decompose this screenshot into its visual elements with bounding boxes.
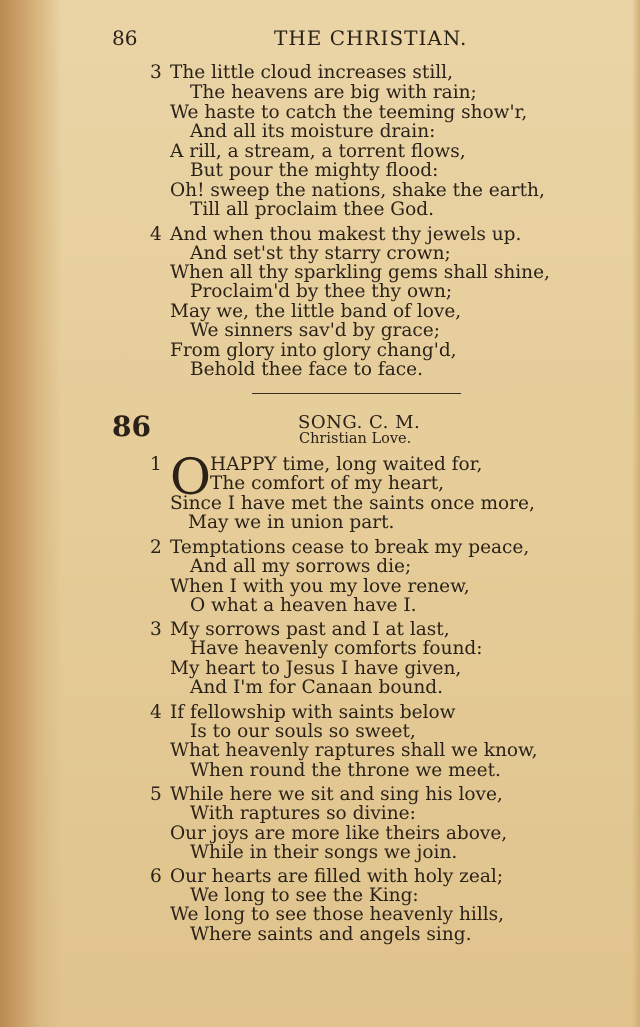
verse-line: Oh! sweep the nations, shake the earth, [170,180,545,201]
verse-line: And I'm for Canaan bound. [190,677,444,698]
verse-line: O what a heaven have I. [190,595,417,616]
verse-line: Have heavenly comforts found: [190,638,483,659]
stanza-number: 4 [150,224,162,245]
verse-line: Proclaim'd by thee thy own; [190,281,453,302]
verse-line: May we in union part. [188,512,395,533]
stanza-number: 3 [150,62,162,83]
stanza-number: 2 [150,537,162,558]
verse-line: Temptations cease to break my peace, [170,537,530,558]
verse-line: If fellowship with saints below [170,702,456,723]
verse-line: HAPPY time, long waited for, [210,454,483,475]
verse-line: Is to our souls so sweet, [190,721,416,742]
verse-line: When all thy sparkling gems shall shine, [170,262,550,283]
verse-line: Our hearts are filled with holy zeal; [170,866,504,887]
hymn-meter: SONG. C. M. [298,412,421,433]
verse-line: My heart to Jesus I have given, [170,658,462,679]
running-title: THE CHRISTIAN. [274,26,468,50]
page-edge [632,0,640,1027]
verse-line: We long to see the King: [190,885,419,906]
verse-line: A rill, a stream, a torrent flows, [170,141,466,162]
verse-line: May we, the little band of love, [170,301,462,322]
verse-line: We long to see those heavenly hills, [170,904,505,925]
verse-line: What heavenly raptures shall we know, [170,740,538,761]
verse-line: We sinners sav'd by grace; [190,320,440,341]
verse-line: When round the throne we meet. [190,760,501,781]
verse-line: But pour the mighty flood: [190,160,439,181]
verse-line: When I with you my love renew, [170,576,470,597]
verse-line: And set'st thy starry crown; [190,243,451,264]
verse-line: And all my sorrows die; [190,556,412,577]
stanza-number: 6 [150,866,162,887]
verse-line: With raptures so divine: [190,803,416,824]
verse-line: While in their songs we join. [190,842,458,863]
stanza-number: 1 [150,454,162,475]
page-header [0,24,640,52]
hymn-number: 86 [112,410,151,443]
verse-line: The little cloud increases still, [170,62,453,83]
page-number: 86 [112,26,138,50]
verse-line: The comfort of my heart, [210,473,445,494]
verse-line: While here we sit and sing his love, [170,784,503,805]
verse-line: Since I have met the saints once more, [170,493,535,514]
verse-line: My sorrows past and I at last, [170,619,450,640]
verse-line: And all its moisture drain: [190,121,436,142]
stanza-number: 3 [150,619,162,640]
verse-line: And when thou makest thy jewels up. [170,224,522,245]
verse-line: The heavens are big with rain; [190,82,477,103]
section-divider [252,393,461,394]
drop-cap: O [170,448,211,506]
verse-line: Where saints and angels sing. [190,924,472,945]
verse-line: Till all proclaim thee God. [190,199,434,220]
hymn-subtitle: Christian Love. [299,431,412,447]
verse-line: We haste to catch the teeming show'r, [170,102,528,123]
stanza-number: 4 [150,702,162,723]
verse-line: From glory into glory chang'd, [170,340,457,361]
verse-line: Our joys are more like theirs above, [170,823,508,844]
verse-line: Behold thee face to face. [190,359,423,380]
stanza-number: 5 [150,784,162,805]
